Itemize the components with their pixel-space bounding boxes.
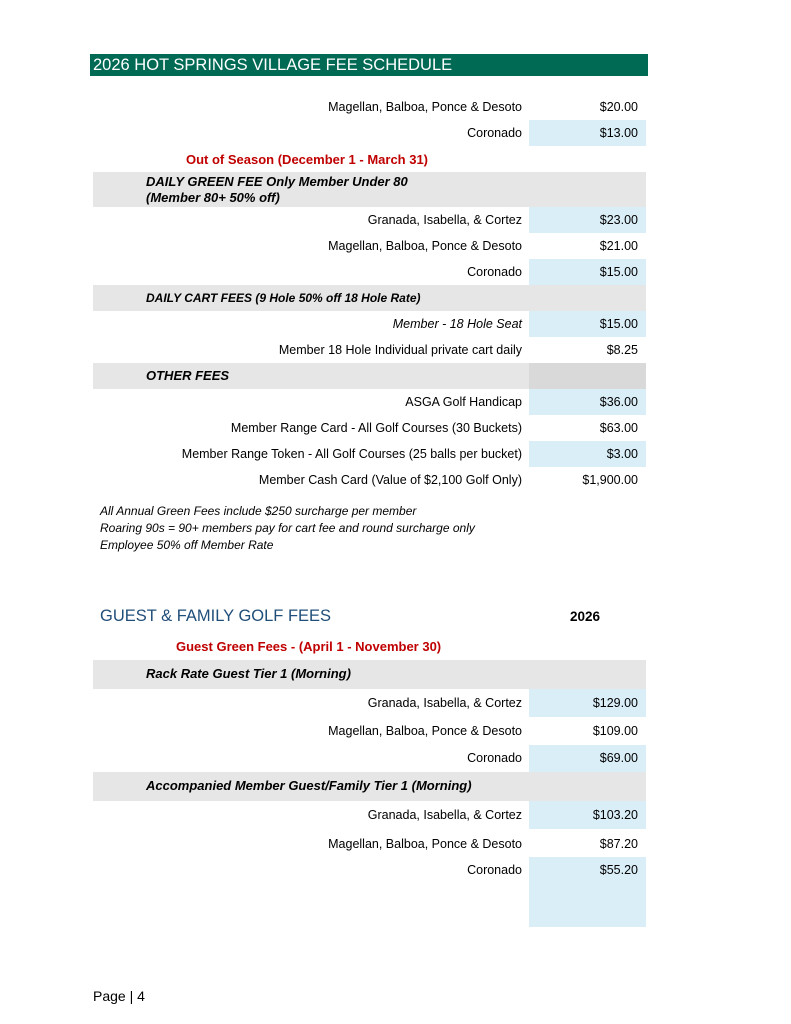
fee-amount: $23.00 [529,207,646,233]
daily-green-fee-header [93,172,646,207]
fee-label: Magellan, Balboa, Ponce & Desoto [328,837,522,851]
fee-label: Member Range Token - All Golf Courses (25 balls per bucket) [181,447,522,461]
fee-amount: $13.00 [529,120,646,146]
fee-amount: $20.00 [599,100,638,114]
fee-amount: $109.00 [592,724,638,738]
guest-section-title: GUEST & FAMILY GOLF FEES [100,607,332,625]
fee-label: Granada, Isabella, & Cortez [367,808,522,822]
guest-section-year: 2026 [570,609,601,624]
fee-row [93,94,646,120]
fee-amount: $55.20 [529,857,646,927]
fee-amount: $3.00 [529,441,646,467]
note-line: Employee 50% off Member Rate [100,538,274,552]
fee-row [93,311,646,337]
fee-label: Coronado [467,863,522,877]
fee-notes [100,503,475,554]
fee-row [93,467,646,493]
fee-row [93,441,646,467]
fee-amount: $87.20 [599,837,638,851]
fee-amount: $63.00 [599,421,638,435]
fee-amount: $103.20 [529,801,646,829]
fee-amount: $15.00 [529,259,646,285]
note-line: All Annual Green Fees include $250 surcharge per member [100,504,417,518]
fee-label: Member - 18 Hole Seat [392,317,522,331]
fee-row [93,337,646,363]
note-line: Roaring 90s = 90+ members pay for cart fee and round surcharge only [100,521,475,535]
fee-row [93,689,646,717]
fee-label: ASGA Golf Handicap [405,395,522,409]
fee-row [93,259,646,285]
fee-label: Coronado [467,751,522,765]
fee-label: Member 18 Hole Individual private cart daily [278,343,522,357]
fee-amount: $1,900.00 [582,473,638,487]
fee-amount: $15.00 [529,311,646,337]
fee-label: Granada, Isabella, & Cortez [367,213,522,227]
fee-amount: $129.00 [529,689,646,717]
fee-label: Member Cash Card (Value of $2,100 Golf Only) [258,473,522,487]
fee-row [93,857,646,927]
fee-amount: $36.00 [529,389,646,415]
daily-green-fee-subtitle: (Member 80+ 50% off) [146,190,280,205]
fee-label: Magellan, Balboa, Ponce & Desoto [328,100,522,114]
other-fees-header [93,363,646,389]
accompanied-guest-header [93,772,646,801]
guest-season-heading: Guest Green Fees - (April 1 - November 30) [176,639,442,654]
fee-row [93,745,646,772]
fee-label: Coronado [467,126,522,140]
fee-row [93,389,646,415]
fee-amount: $8.25 [606,343,638,357]
rack-rate-header [93,660,646,689]
fee-label: Magellan, Balboa, Ponce & Desoto [328,239,522,253]
page-number: Page | 4 [93,988,145,1004]
other-fees-title: OTHER FEES [146,368,230,383]
fee-row [93,120,646,146]
accompanied-guest-title: Accompanied Member Guest/Family Tier 1 (Morning) [146,778,472,793]
fee-amount: $21.00 [599,239,638,253]
out-of-season-heading: Out of Season (December 1 - March 31) [186,152,429,167]
daily-green-fee-title: DAILY GREEN FEE Only Member Under 80 [146,174,408,189]
fee-row [93,207,646,233]
fee-label: Coronado [467,265,522,279]
fee-row [93,233,646,259]
fee-row [93,829,646,857]
fee-label: Magellan, Balboa, Ponce & Desoto [328,724,522,738]
fee-amount: $69.00 [529,745,646,772]
fee-row [93,717,646,745]
fee-row [93,415,646,441]
rack-rate-title: Rack Rate Guest Tier 1 (Morning) [146,666,351,681]
fee-label: Member Range Card - All Golf Courses (30 Buckets) [230,421,522,435]
daily-cart-fees-header [93,285,646,311]
other-fees-amount-cell [529,363,646,389]
page-title: 2026 HOT SPRINGS VILLAGE FEE SCHEDULE [93,56,453,74]
daily-cart-fees-title: DAILY CART FEES (9 Hole 50% off 18 Hole Rate) [146,291,421,305]
fee-label: Granada, Isabella, & Cortez [367,696,522,710]
fee-row [93,801,646,829]
